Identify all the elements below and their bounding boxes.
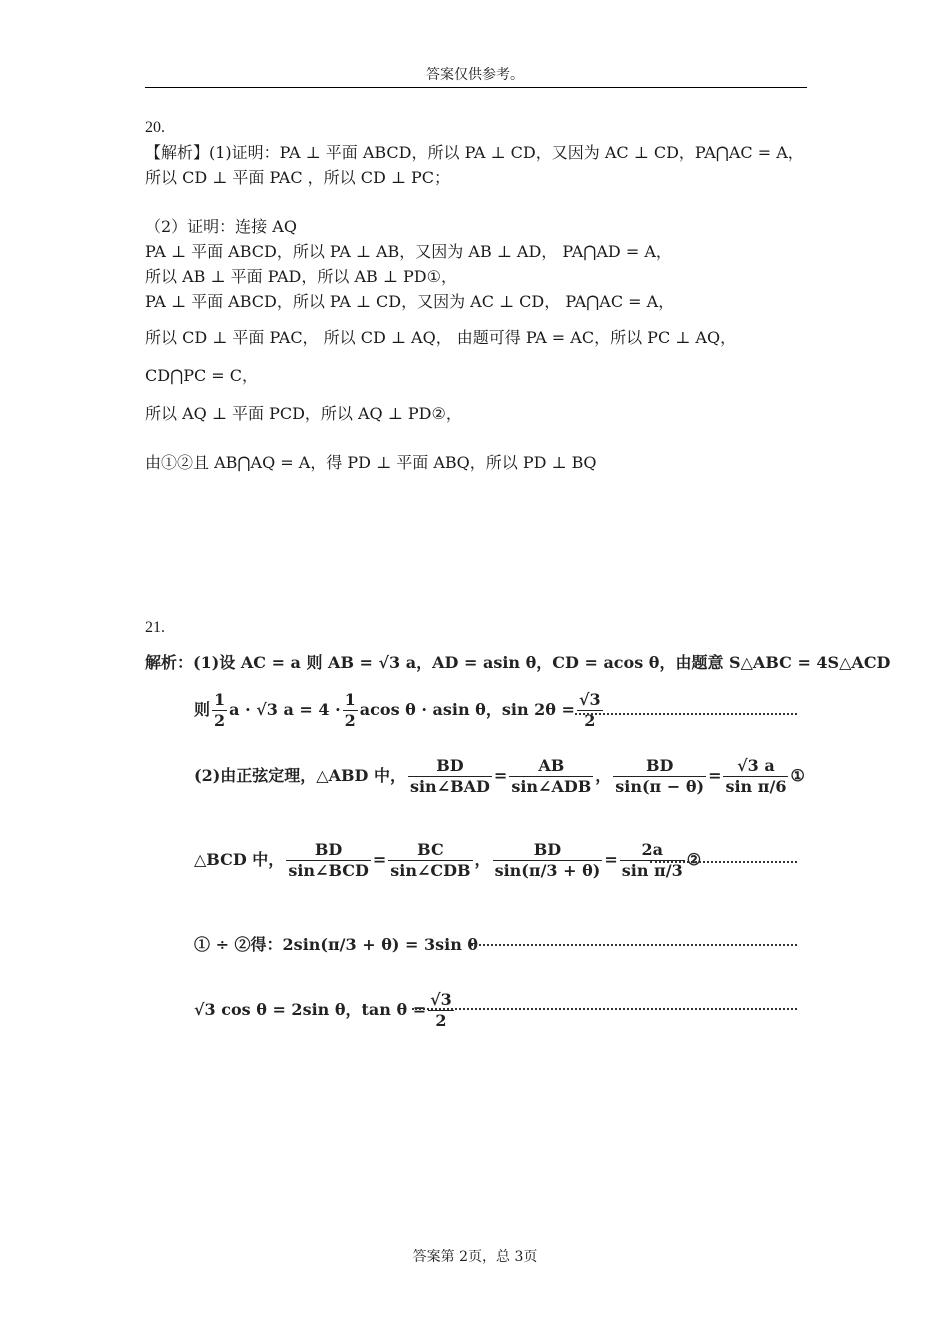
frac-numerator: BD: [493, 840, 603, 861]
q20-line-9: 所以 AQ ⊥ 平面 PCD，所以 AQ ⊥ PD②，: [145, 404, 462, 423]
q21-l2-mid-2: acos θ · asin θ，sin 2θ =: [359, 700, 575, 719]
dotted-leader-4: [412, 1008, 797, 1010]
q20-number: 20.: [145, 119, 165, 136]
q21-line-2: [194, 690, 605, 731]
frac-denominator: 2: [214, 711, 226, 730]
frac-numerator: 2a: [620, 840, 685, 861]
dotted-leader-3: [468, 944, 797, 946]
q20-line-1: 【解析】(1)证明：PA ⊥ 平面 ABCD，所以 PA ⊥ CD，又因为 AC ⊥ CD，PA⋂AC = A，: [145, 143, 804, 162]
frac-denominator: sin π/3: [621, 861, 683, 880]
q20-line-6: PA ⊥ 平面 ABCD，所以 PA ⊥ CD，又因为 AC ⊥ CD， PA⋂AC = A，: [145, 292, 675, 311]
q21-l3-prefix: (2)由正弦定理，△ABD 中，: [194, 766, 406, 785]
q20-line-7: 所以 CD ⊥ 平面 PAC， 所以 CD ⊥ AQ， 由题可得 PA = AC，所以 PC ⊥ AQ，: [145, 328, 737, 347]
frac-numerator: BC: [388, 840, 472, 861]
q20-line-2: 所以 CD ⊥ 平面 PAC ，所以 CD ⊥ PC；: [145, 168, 451, 187]
frac-denominator: sin∠BAD: [409, 777, 490, 796]
q20-line-4: PA ⊥ 平面 ABCD，所以 PA ⊥ AB，又因为 AB ⊥ AD， PA⋂AD = A，: [145, 242, 672, 261]
frac-numerator: √3: [430, 990, 452, 1009]
q20-line-10: 由①②且 AB⋂AQ = A，得 PD ⊥ 平面 ABQ，所以 PD ⊥ BQ: [145, 453, 597, 472]
q21-line-4: [194, 840, 701, 881]
frac-numerator: 1: [344, 690, 356, 709]
q21-l6-text: √3 cos θ = 2sin θ，tan θ =: [194, 1000, 427, 1019]
frac-denominator: sin∠ADB: [511, 777, 592, 796]
page-header: 答案仅供参考。: [426, 67, 524, 83]
frac-numerator: √3: [578, 690, 601, 709]
frac-numerator: BD: [613, 756, 706, 777]
q21-l4-prefix: △BCD 中，: [194, 850, 285, 869]
circled-marker: ②: [686, 850, 702, 869]
q21-l4-frac-1: [286, 840, 371, 881]
comma: ，: [474, 850, 491, 869]
q21-l2-prefix: 则: [194, 700, 211, 719]
q21-l3-frac-2: [509, 756, 593, 797]
comma: ，: [595, 766, 612, 785]
frac-denominator: sin(π/3 + θ): [494, 861, 601, 880]
frac-denominator: 2: [344, 711, 356, 730]
q21-number: 21.: [145, 619, 165, 636]
frac-numerator: AB: [509, 756, 593, 777]
frac-denominator: 2: [584, 711, 596, 730]
dotted-leader-2: [650, 861, 797, 863]
header-rule: [145, 87, 807, 88]
q21-line-5: ① ÷ ②得：2sin(π/3 + θ) = 3sin θ: [194, 935, 479, 954]
q21-l2-mid-1: a · √3 a = 4 ·: [229, 700, 341, 719]
q20-line-8: CD⋂PC = C，: [145, 366, 259, 385]
q21-line-1: 解析：(1)设 AC = a 则 AB = √3 a，AD = asin θ，CD = acos θ，由题意 S△ABC = 4S△ACD: [145, 653, 891, 672]
q20-line-5: 所以 AB ⊥ 平面 PAD，所以 AB ⊥ PD①，: [145, 267, 457, 286]
equals-sign: =: [604, 850, 618, 869]
q21-l3-frac-3: [613, 756, 706, 797]
page-footer: 答案第 2页，总 3页: [412, 1249, 538, 1265]
q21-line-6: [194, 990, 456, 1031]
equals-sign: =: [708, 766, 722, 785]
frac-numerator: √3 a: [723, 756, 788, 777]
frac-numerator: BD: [286, 840, 371, 861]
q21-l6-frac: [428, 990, 454, 1031]
equals-sign: =: [372, 850, 387, 869]
frac-denominator: sin∠CDB: [390, 861, 471, 880]
frac-denominator: sin∠BCD: [288, 861, 369, 880]
frac-denominator: 2: [435, 1011, 447, 1030]
q21-l2-frac-3: [577, 690, 603, 731]
frac-numerator: 1: [214, 690, 226, 709]
q21-l4-frac-2: [388, 840, 472, 881]
q21-line-3: [194, 756, 805, 797]
frac-numerator: BD: [408, 756, 492, 777]
frac-denominator: sin(π − θ): [615, 777, 705, 796]
frac-denominator: sin π/6: [725, 777, 787, 796]
q21-l2-frac-1: [212, 690, 227, 731]
dotted-leader-1: [575, 713, 797, 715]
q21-l2-frac-2: [343, 690, 358, 731]
circled-marker: ①: [790, 766, 805, 785]
q21-l4-frac-3: [493, 840, 603, 881]
q20-line-3: （2）证明：连接 AQ: [145, 217, 297, 236]
q21-l3-frac-1: [408, 756, 492, 797]
q21-l3-frac-4: [723, 756, 788, 797]
equals-sign: =: [493, 766, 508, 785]
